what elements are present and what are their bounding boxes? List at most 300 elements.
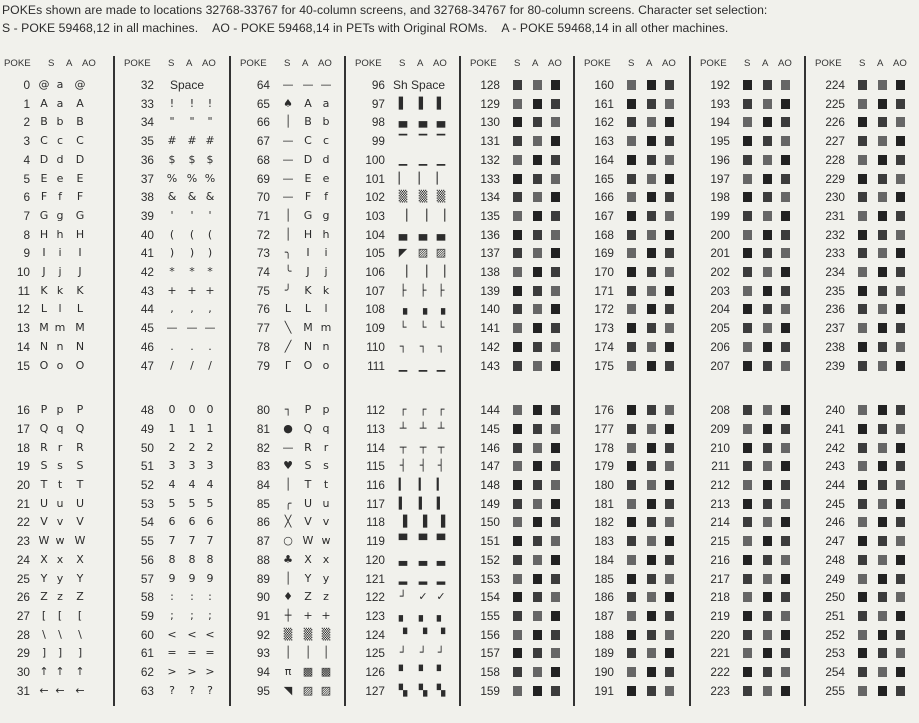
glyph-s: 9 [168,571,176,585]
poke-code: 148 [480,478,500,492]
reverse-glyph-icon [858,136,867,146]
glyph-ao: V [76,515,84,529]
reverse-glyph-icon [763,323,772,333]
reverse-glyph-icon [533,99,542,109]
reverse-glyph-icon [647,99,656,109]
reverse-glyph-icon [647,361,656,371]
glyph-a: ┐ [419,339,427,353]
poke-code: 137 [480,246,500,261]
reverse-glyph-icon [896,536,905,546]
reverse-glyph-icon [858,80,867,90]
reverse-glyph-icon [551,99,560,109]
table-row [0,151,114,169]
reverse-glyph-icon [551,174,560,184]
column-header [460,56,574,72]
column-header [574,56,690,72]
header-s: S [744,58,751,69]
reverse-glyph-icon [896,424,905,434]
poke-code: 42 [140,265,154,279]
glyph-s: 0 [168,403,176,417]
reverse-glyph-icon [878,136,887,146]
reverse-glyph-icon [627,361,636,371]
reverse-glyph-icon [513,630,522,640]
glyph-s: E [40,171,48,185]
glyph-ao: $ [206,152,214,166]
reverse-glyph-icon [743,99,752,109]
glyph-a: 4 [188,478,196,491]
reverse-glyph-icon [647,323,656,333]
glyph-ao: e [322,171,330,185]
reverse-glyph-icon [763,424,772,434]
glyph-a: │ [304,646,312,660]
reverse-glyph-icon [627,99,636,109]
glyph-s: Q [39,421,49,435]
reverse-glyph-icon [513,574,522,584]
reverse-glyph-icon [513,555,522,565]
poke-code: 241 [825,421,845,436]
poke-code: 116 [366,478,385,492]
reverse-glyph-icon [878,323,887,333]
poke-code: 35 [140,134,154,149]
glyph-ao: D [75,152,85,166]
table-row [574,151,690,169]
glyph-a: ▁ [418,152,428,166]
reverse-glyph-icon [647,480,656,490]
reverse-glyph-icon [763,211,772,221]
header-poke: POKE [355,58,382,69]
glyph-a: ▄ [418,115,428,129]
glyph-a: 8 [188,552,196,566]
reverse-glyph-icon [781,443,790,453]
poke-code: 205 [710,321,730,336]
poke-code: 198 [710,190,730,205]
reverse-glyph-icon [627,192,636,202]
table-row [0,113,114,131]
poke-code: 67 [256,134,270,149]
reverse-glyph-icon [763,155,772,165]
reverse-glyph-icon [533,155,542,165]
reverse-glyph-icon [878,80,887,90]
glyph-ao: u [322,496,330,510]
table-row [230,76,345,94]
poke-code: 114 [366,440,385,455]
reverse-glyph-icon [878,192,887,202]
glyph-ao: ▔ [436,134,446,148]
glyph-a: O [303,358,313,372]
poke-code: 55 [140,534,154,549]
glyph-a: ▩ [302,665,314,678]
poke-code: 5 [23,171,30,186]
glyph-s: ╮ [284,246,292,260]
table-row [460,338,574,356]
table-row [230,607,345,625]
reverse-glyph-icon [743,461,752,471]
table-row [114,513,230,531]
glyph-ao: / [208,358,212,372]
table-row [805,495,919,513]
reverse-glyph-icon [858,499,867,509]
poke-code: 199 [710,208,730,223]
table-row [690,588,805,606]
table-row [460,132,574,150]
header-ao: AO [662,58,676,69]
poke-code: 1 [23,96,30,111]
glyph-ao: ' [208,208,212,222]
glyph-s: — [166,321,178,335]
poke-code: 50 [140,440,154,455]
poke-code: 118 [366,515,385,530]
glyph-s: ! [169,96,175,110]
reverse-glyph-icon [896,555,905,565]
poke-code: 103 [365,208,385,223]
reverse-glyph-icon [533,286,542,296]
table-row [114,76,230,94]
poke-code: 43 [140,283,154,298]
glyph-s: ○ [283,534,293,548]
table-row [460,188,574,206]
reverse-glyph-icon [743,304,752,314]
poke-code: 192 [710,78,730,92]
reverse-glyph-icon [627,555,636,565]
reverse-glyph-icon [533,592,542,602]
glyph-a: ' [190,208,194,222]
poke-code: 230 [825,190,845,205]
table-row [0,495,114,513]
glyph-a: ▕ [418,265,428,278]
table-row [805,263,919,281]
glyph-ao: ✓ [436,590,446,604]
reverse-glyph-icon [513,304,522,314]
reverse-glyph-icon [896,267,905,277]
glyph-a: ▗ [418,302,428,316]
reverse-glyph-icon [858,192,867,202]
glyph-ao: ▄ [436,115,446,129]
glyph-a: ▎ [418,478,428,491]
reverse-glyph-icon [763,667,772,677]
glyph-s: P [40,403,48,417]
reverse-glyph-icon [763,248,772,258]
reverse-glyph-icon [627,405,636,415]
reverse-glyph-icon [781,517,790,527]
poke-code: 220 [710,627,730,642]
reverse-glyph-icon [551,574,560,584]
glyph-ao: n [322,339,330,353]
glyph-ao: ▒ [436,190,446,204]
poke-code: 237 [825,321,845,336]
reverse-glyph-icon [763,461,772,471]
glyph-a: 0 [188,403,196,417]
reverse-glyph-icon [781,405,790,415]
glyph-ao: 5 [206,496,214,510]
table-row [0,551,114,569]
table-row [0,132,114,150]
glyph-s: . [170,339,174,353]
reverse-glyph-icon [896,574,905,584]
table-row [574,170,690,188]
reverse-glyph-icon [647,136,656,146]
glyph-a: N [303,339,313,353]
glyph-a: n [56,339,64,353]
glyph-a: ▍ [418,496,428,510]
glyph-a: i [58,246,62,260]
glyph-a: ; [190,608,194,622]
reverse-glyph-icon [665,304,674,314]
poke-code: 184 [594,552,614,567]
glyph-s: ♣ [283,552,293,566]
poke-code: 235 [825,283,845,298]
table-row [230,113,345,131]
header-s: S [284,58,291,69]
reverse-glyph-icon [551,461,560,471]
glyph-a: + [187,283,197,297]
poke-code: 74 [256,265,270,279]
reverse-glyph-icon [781,667,790,677]
poke-code: 82 [256,440,270,455]
table-row [0,226,114,244]
poke-code: 183 [594,534,614,549]
poke-code: 177 [594,421,614,436]
poke-code: 201 [710,246,730,261]
poke-code: 212 [710,478,730,492]
table-row [114,319,230,337]
reverse-glyph-icon [743,443,752,453]
reverse-glyph-icon [513,267,522,277]
reverse-glyph-icon [878,630,887,640]
reverse-glyph-icon [533,248,542,258]
reverse-glyph-icon [763,361,772,371]
table-row [574,532,690,550]
poke-code: 87 [256,534,270,549]
table-row [690,663,805,681]
glyph-s: ▌ [398,96,408,110]
glyph-s: O [39,358,49,372]
table-row [0,682,114,700]
table-row [690,551,805,569]
table-column [0,56,114,706]
reverse-glyph-icon [627,211,636,221]
reverse-glyph-icon [781,80,790,90]
glyph-s: ╭ [284,496,292,510]
reverse-glyph-icon [878,99,887,109]
glyph-ao: # [205,134,215,148]
glyph-ao: v [322,515,330,529]
poke-code: 90 [256,590,270,605]
reverse-glyph-icon [896,174,905,184]
glyph-a: R [304,440,312,454]
glyph-s: ┬ [399,440,407,454]
table-row [574,495,690,513]
glyph-a: ┬ [419,440,427,454]
table-row [690,570,805,588]
poke-code: 121 [365,571,385,586]
glyph-s: ▃ [398,552,408,566]
glyph-s: ▘ [398,665,408,678]
glyph-s: └ [399,321,407,335]
glyph-s: Γ [284,358,292,372]
glyph-a: 5 [188,496,196,510]
reverse-glyph-icon [763,136,772,146]
poke-code: 142 [480,339,500,354]
glyph-s: 3 [168,459,176,473]
glyph-s: ▍ [398,496,408,510]
poke-code: 60 [140,627,154,642]
table-row [345,300,460,318]
table-row [0,644,114,662]
reverse-glyph-icon [878,592,887,602]
reverse-glyph-icon [665,136,674,146]
reverse-glyph-icon [743,611,752,621]
table-row [690,151,805,169]
reverse-glyph-icon [665,248,674,258]
poke-code: 251 [825,608,845,623]
glyph-ao: ▀ [436,534,446,548]
glyph-s: 1 [168,421,176,435]
poke-code: 85 [256,496,270,511]
poke-code: 71 [256,208,270,223]
poke-code: 73 [256,246,270,261]
table-row [805,513,919,531]
poke-code: 172 [594,302,614,317]
reverse-glyph-icon [647,499,656,509]
glyph-s: ▗ [398,302,408,316]
reverse-glyph-icon [743,405,752,415]
reverse-glyph-icon [533,667,542,677]
reverse-glyph-icon [551,248,560,258]
reverse-glyph-icon [743,536,752,546]
reverse-glyph-icon [513,424,522,434]
reverse-glyph-icon [551,480,560,490]
table-row [114,132,230,150]
poke-code: 233 [825,246,845,261]
poke-code: 226 [825,115,845,130]
poke-code: 14 [16,339,30,354]
poke-code: 84 [256,478,270,492]
column-header [805,56,919,72]
table-row [805,244,919,262]
table-row [805,226,919,244]
glyph-ao: A [76,96,84,110]
poke-code: 206 [710,339,730,354]
glyph-ao: ; [208,608,212,622]
poke-code: 250 [825,590,845,605]
reverse-glyph-icon [781,461,790,471]
glyph-a: ▕ [418,208,428,222]
glyph-a: ┘ [419,646,427,660]
poke-code: 248 [825,552,845,567]
glyph-a: > [187,665,197,678]
poke-code: 120 [365,552,385,567]
header-ao: AO [548,58,562,69]
glyph-s: │ [284,571,292,585]
reverse-glyph-icon [665,361,674,371]
poke-code: 164 [594,152,614,167]
table-row [460,457,574,475]
glyph-s: V [40,515,48,529]
glyph-a: % [186,171,198,185]
reverse-glyph-icon [627,174,636,184]
reverse-glyph-icon [647,443,656,453]
table-row [114,338,230,356]
glyph-a: z [57,590,63,604]
poke-code: 146 [480,440,500,455]
glyph-a: └ [419,321,427,335]
table-row [345,570,460,588]
poke-code: 110 [366,339,385,354]
glyph-s: W [38,534,50,548]
poke-code: 2 [23,115,30,130]
reverse-glyph-icon [533,480,542,490]
glyph-a: F [304,190,312,204]
glyph-a: d [56,152,64,166]
reverse-glyph-icon [896,248,905,258]
glyph-s: — [282,78,294,91]
column-header [114,56,230,72]
glyph-s: I [42,246,46,260]
header-s: S [168,58,175,69]
table-row [114,282,230,300]
table-row [0,282,114,300]
reverse-glyph-icon [743,686,752,696]
reverse-glyph-icon [858,361,867,371]
reverse-glyph-icon [781,630,790,640]
glyph-a: [ [57,608,63,622]
table-row [114,170,230,188]
poke-code: 109 [365,321,385,336]
reverse-glyph-icon [551,155,560,165]
table-row [460,551,574,569]
reverse-glyph-icon [743,286,752,296]
table-row [805,457,919,475]
table-row [805,95,919,113]
table-row [345,551,460,569]
glyph-s: < [167,627,177,641]
glyph-ao: ] [77,646,83,660]
poke-code: 39 [140,208,154,223]
reverse-glyph-icon [647,267,656,277]
glyph-s: X [40,552,48,566]
reverse-glyph-icon [627,136,636,146]
glyph-s: — [282,134,294,148]
poke-code: 112 [366,403,385,418]
header-poke: POKE [584,58,611,69]
glyph-a: = [187,646,197,660]
poke-code: 191 [594,683,614,698]
table-row [345,207,460,225]
reverse-glyph-icon [665,267,674,277]
reverse-glyph-icon [665,667,674,677]
table-row [805,626,919,644]
table-row [460,513,574,531]
poke-code: 12 [16,302,30,317]
glyph-a: e [56,171,64,185]
table-row [0,663,114,681]
poke-code: 239 [825,358,845,373]
glyph-s: ╳ [284,515,292,529]
glyph-ao: ┌ [437,403,445,417]
table-row [574,513,690,531]
header-a: A [877,58,884,69]
glyph-a: & [187,190,197,204]
table-row [114,682,230,700]
table-row [460,644,574,662]
table-row [574,457,690,475]
reverse-glyph-icon [627,230,636,240]
glyph-ao: C [76,134,84,148]
reverse-glyph-icon [878,667,887,677]
glyph-s: B [40,115,48,129]
table-column [805,56,919,706]
poke-code: 53 [140,496,154,511]
